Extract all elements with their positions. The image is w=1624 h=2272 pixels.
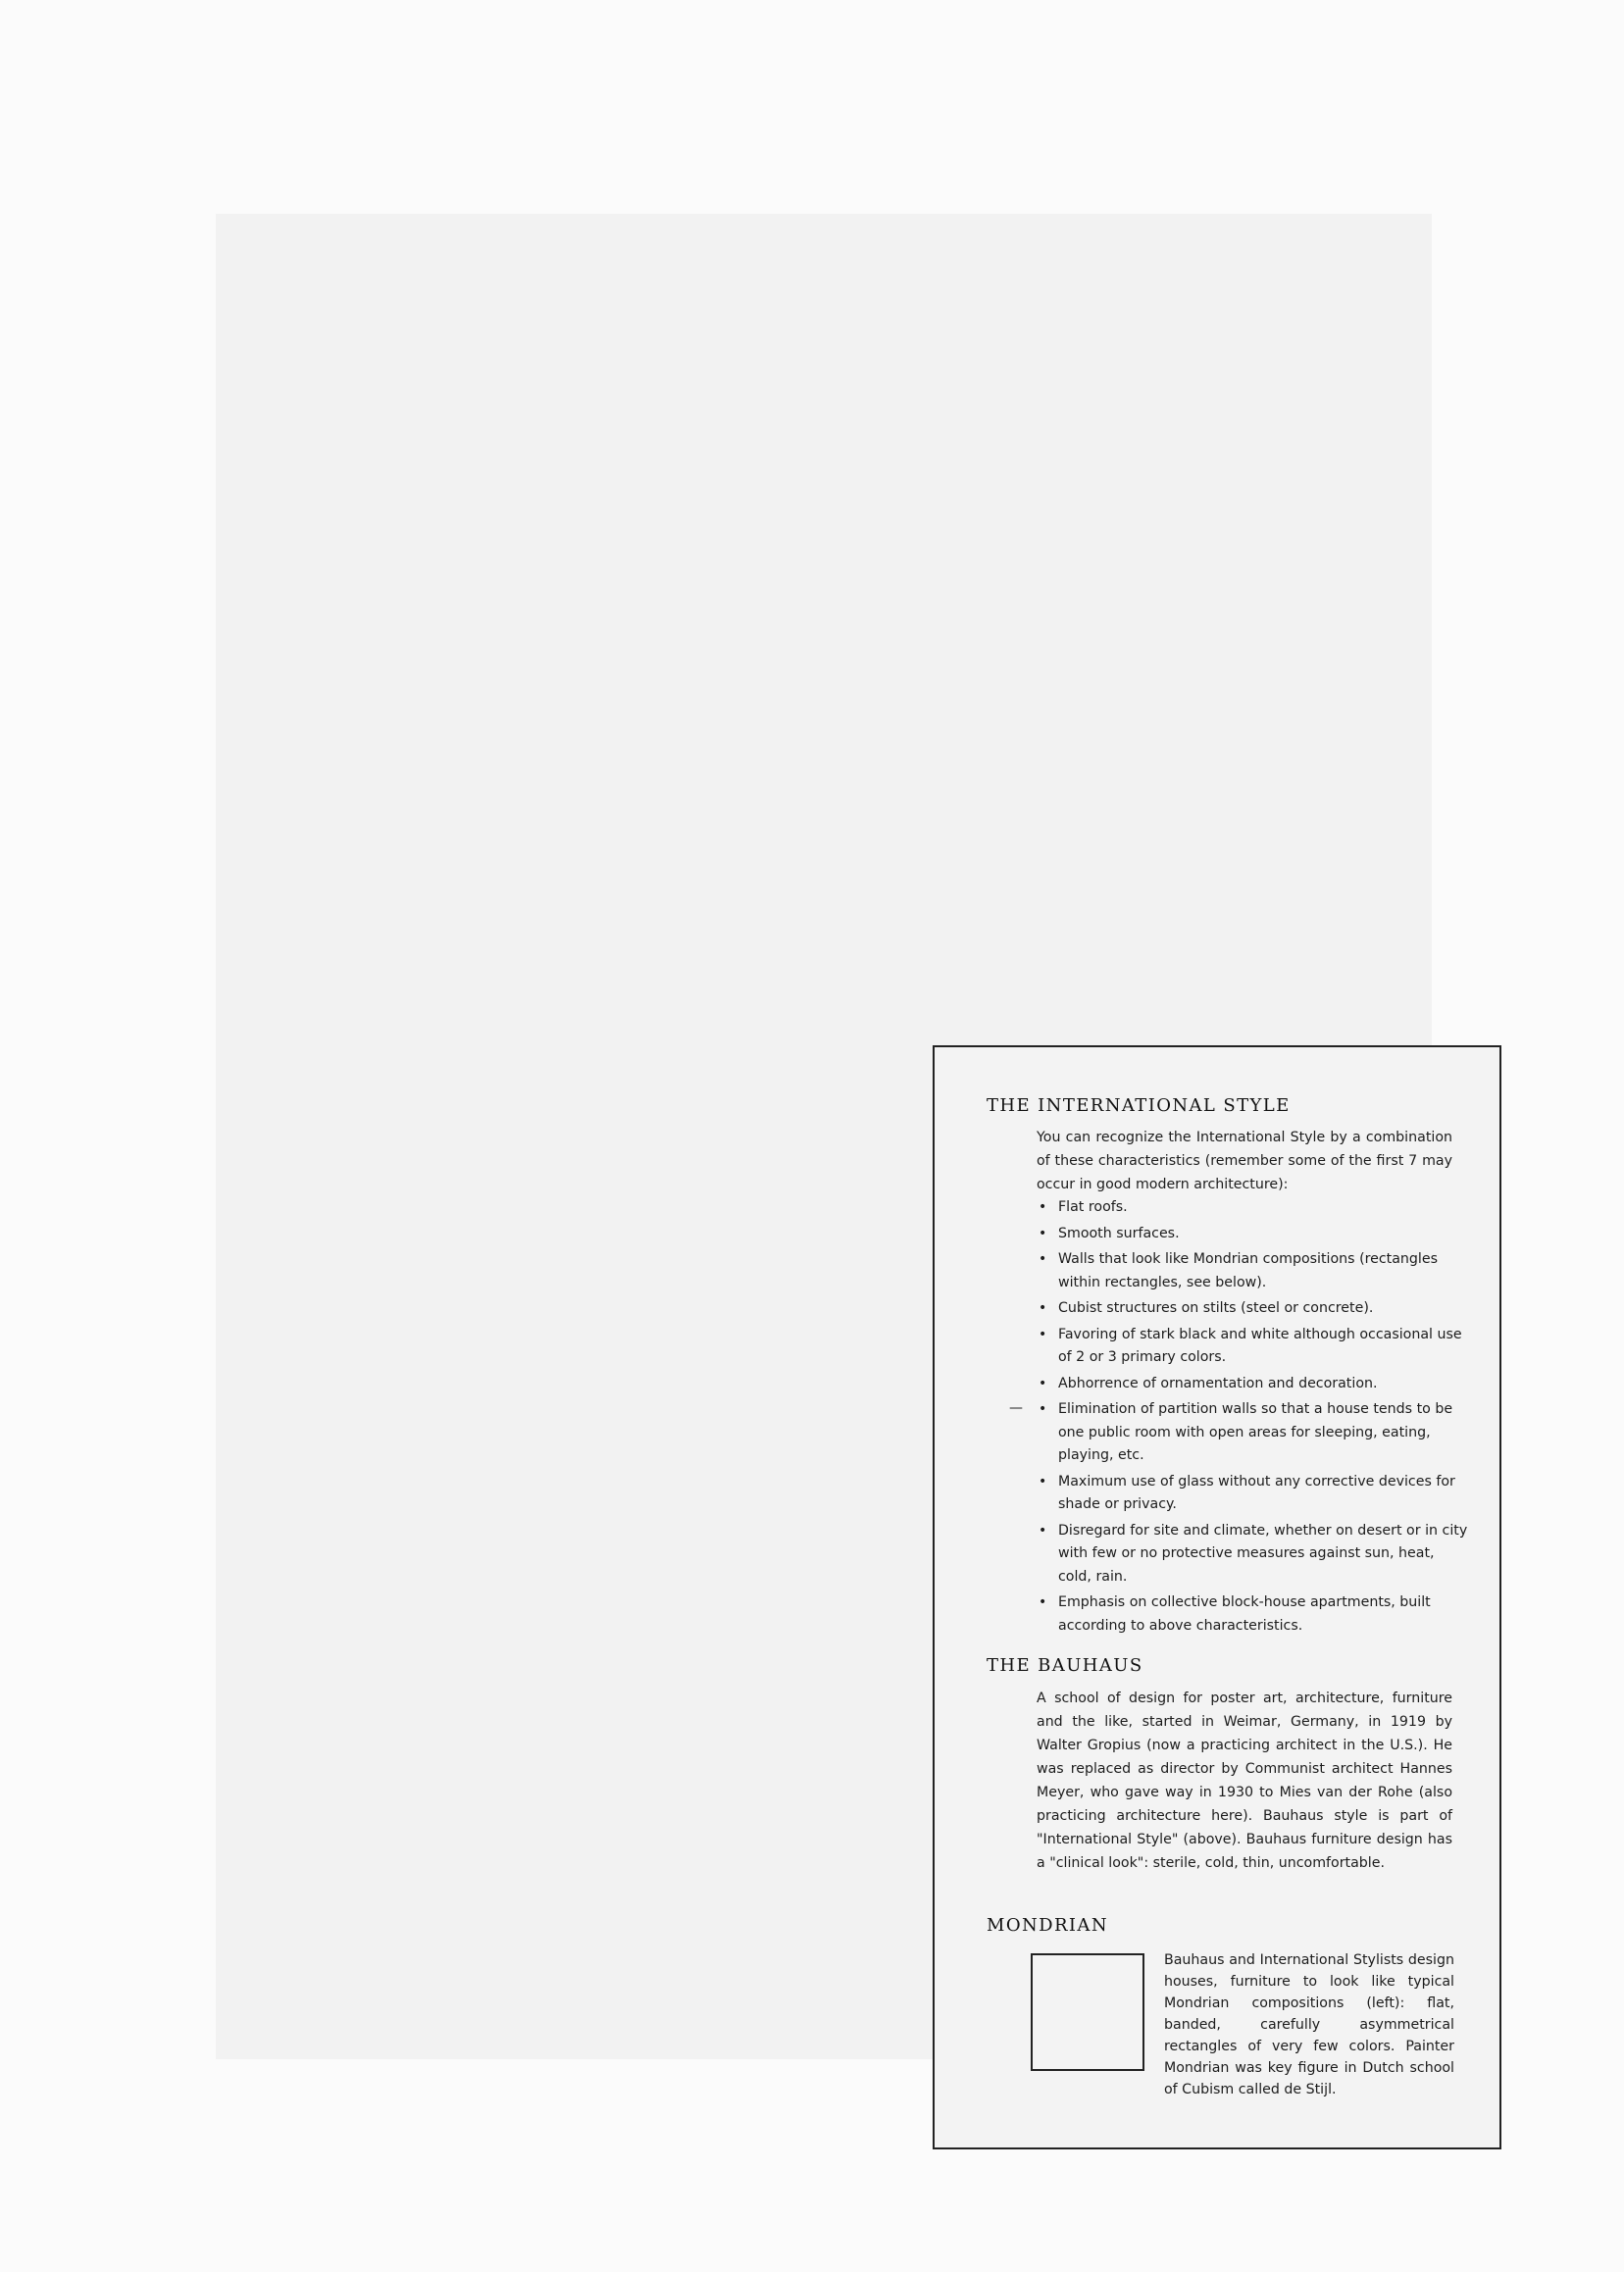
list-item: • Maximum use of glass without any corrective devices for shade or privacy.: [1037, 1471, 1468, 1517]
bauhaus-text: A school of design for poster art, architecture, furniture and the like, started in Weimar, Germany, in 1919 by Walter Gropius (now a practicing architect in the U.S.). He was replaced as director by Communist architect Hannes Meyer, who gave way in 1930 to Mies van der Rohe (also practicing architecture here). Bauhaus style is part of "International Style" (above). Bauhaus furniture design has a "clinical look": sterile, cold, thin, uncomfortable.: [1037, 1691, 1452, 1871]
list-item: • Cubist structures on stilts (steel or concrete).: [1037, 1297, 1468, 1321]
list-item: • Emphasis on collective block-house apartments, built according to above characteristics.: [1037, 1591, 1468, 1638]
bullet-icon: •: [1039, 1199, 1047, 1215]
mondrian-text: Bauhaus and International Stylists design houses, furniture to look like typical Mondrian compositions (left): flat, banded, carefully asymmetrical rectangles of very few colors. Painter Mondrian was key figure in Dutch school of Cubism called de Stijl.: [1164, 1952, 1454, 2097]
margin-mark: —: [1009, 1400, 1022, 1416]
bullet-icon: •: [1039, 1225, 1047, 1241]
bullet-icon: •: [1039, 1401, 1047, 1417]
bullet-icon: •: [1039, 1473, 1047, 1489]
list-item: • Smooth surfaces.: [1037, 1223, 1468, 1246]
list-item: • Walls that look like Mondrian compositions (rectangles within rectangles, see below).: [1037, 1248, 1468, 1294]
bullet-icon: •: [1039, 1594, 1047, 1610]
characteristics-list: [1009, 1196, 1468, 1641]
bullet-icon: •: [1039, 1251, 1047, 1267]
paper-sheet: [216, 214, 1468, 2097]
international-style-intro: You can recognize the International Style by a combination of these characteristics (remember some of the first 7 may occur in good modern architecture):: [1037, 1130, 1452, 1192]
list-item: • Favoring of stark black and white although occasional use of 2 or 3 primary colors.: [1037, 1324, 1468, 1370]
list-item: — • Elimination of partition walls so that a house tends to be one public room with open areas for sleeping, eating, playing, etc.: [1037, 1398, 1468, 1468]
bullet-icon: •: [1039, 1300, 1047, 1316]
bullet-icon: •: [1039, 1522, 1047, 1539]
mondrian-composition-placeholder: [1031, 1953, 1144, 2071]
list-item: • Disregard for site and climate, whether on desert or in city with few or no protective measures against sun, heat, cold, rain.: [1037, 1520, 1468, 1590]
list-item: • Flat roofs.: [1037, 1196, 1468, 1220]
bauhaus-heading: THE BAUHAUS: [987, 1655, 1143, 1676]
international-style-heading: THE INTERNATIONAL STYLE: [987, 1095, 1291, 1116]
bullet-icon: •: [1039, 1375, 1047, 1391]
document-panel: [933, 1045, 1501, 2149]
list-item: • Abhorrence of ornamentation and decoration.: [1037, 1373, 1468, 1396]
mondrian-heading: MONDRIAN: [987, 1915, 1108, 1936]
bullet-icon: •: [1039, 1326, 1047, 1342]
